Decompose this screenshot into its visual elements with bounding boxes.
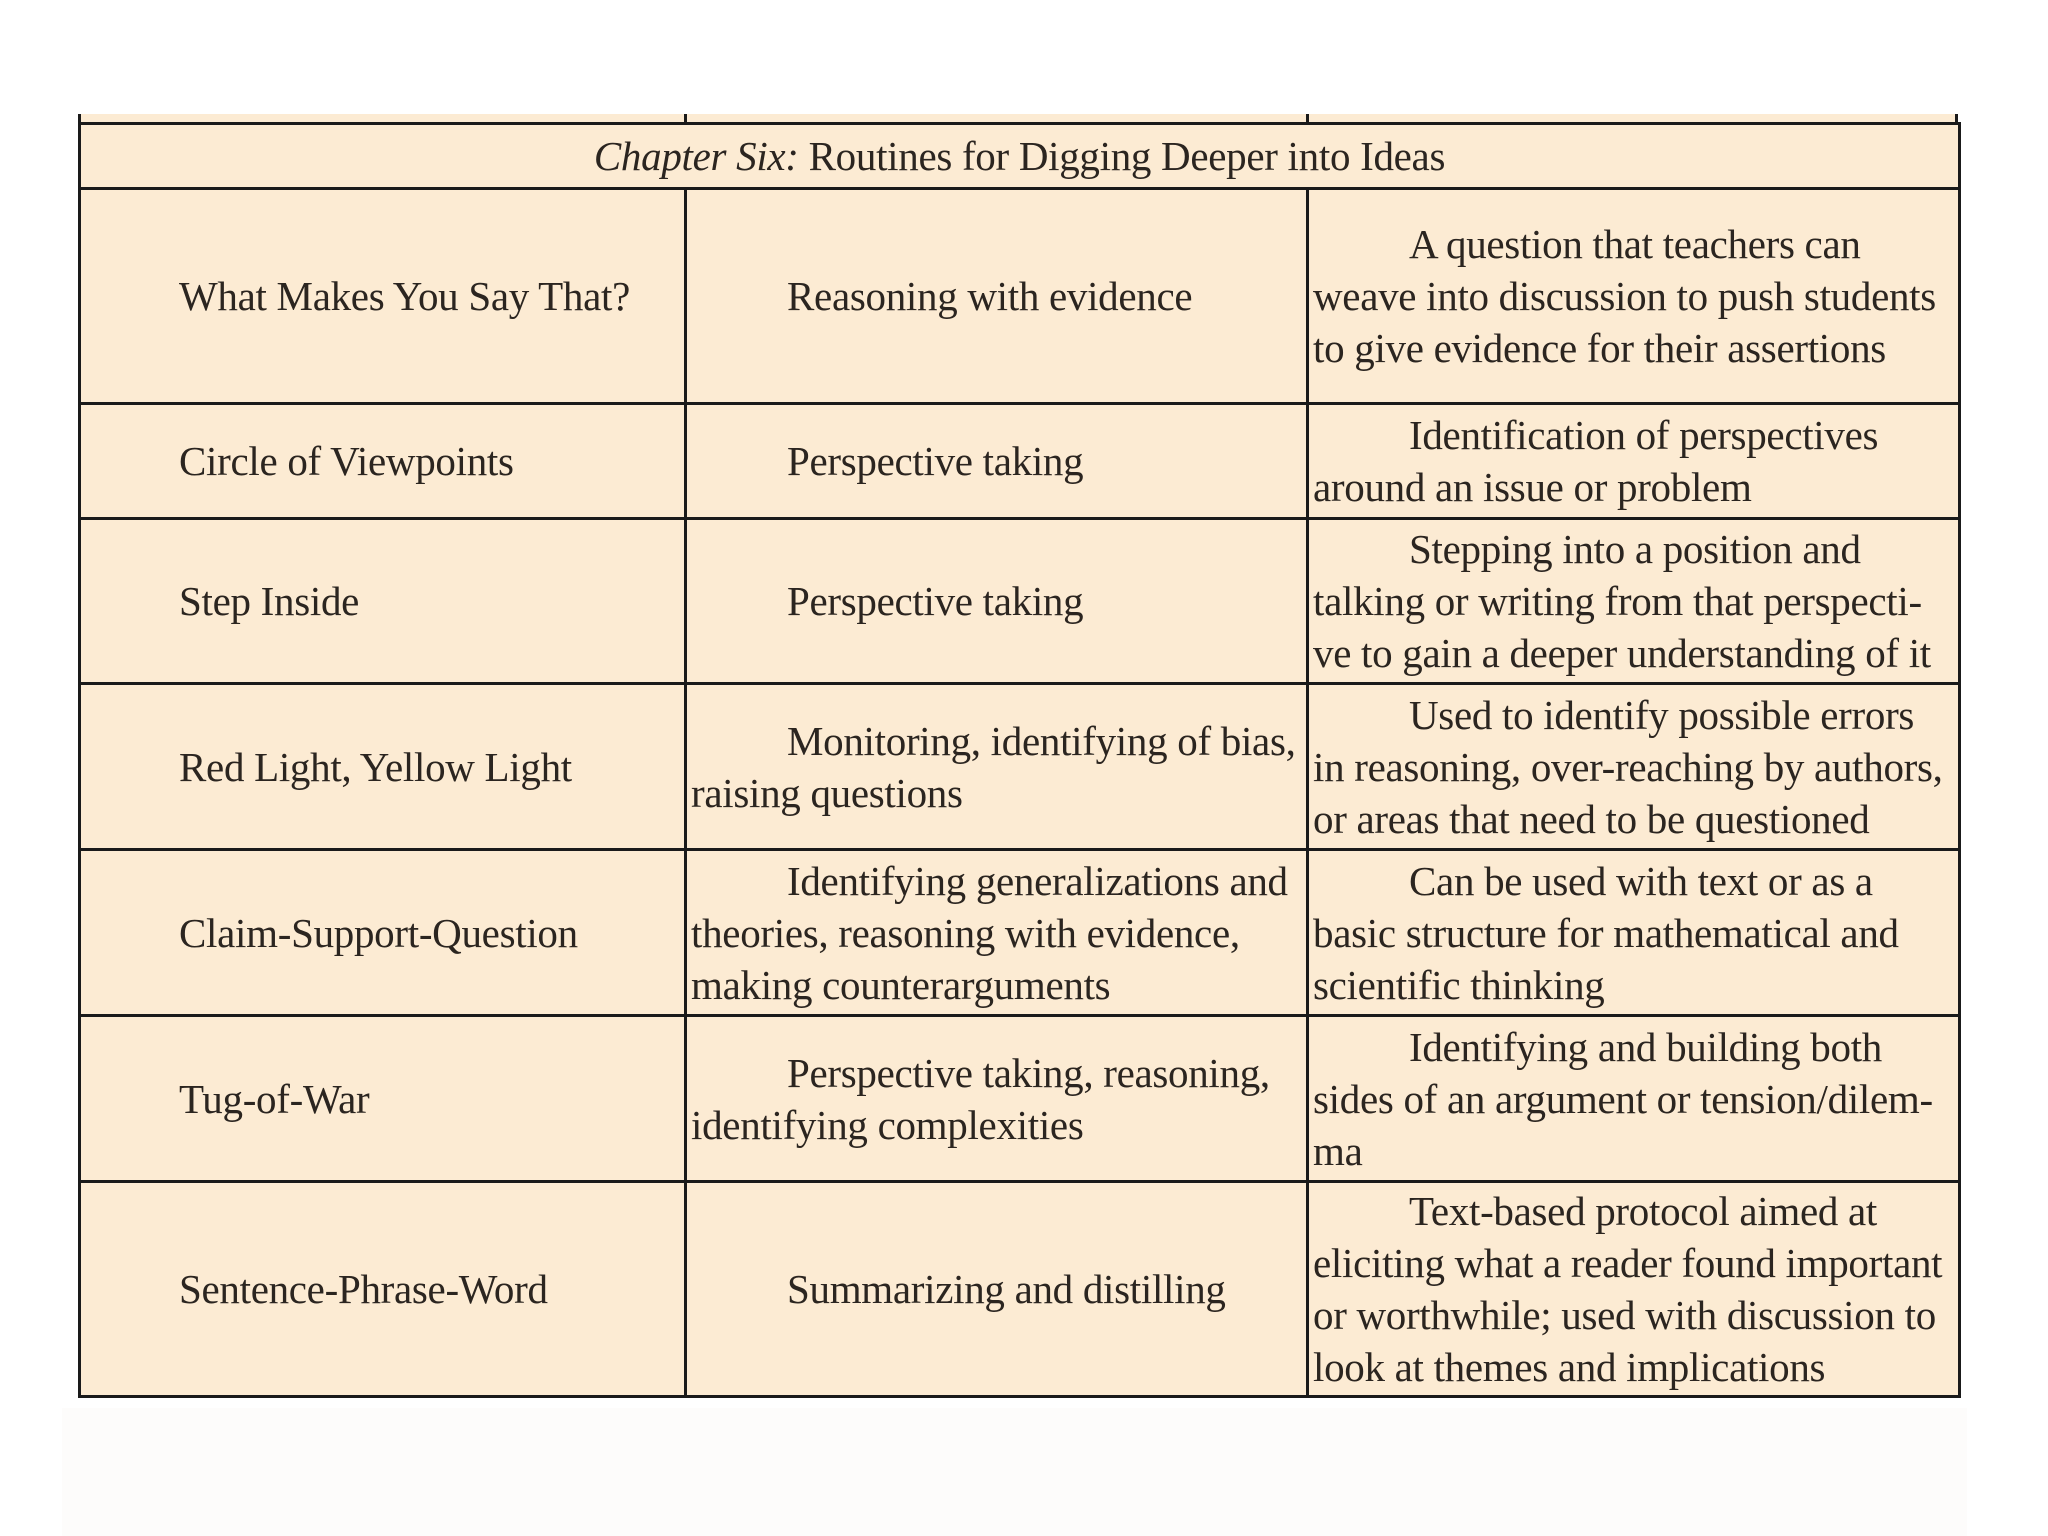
routine-focus: Perspective taking, reasoning, identifying complexities: [686, 1016, 1308, 1182]
routine-name: Tug-of-War: [80, 1016, 686, 1182]
table-row: [80, 189, 1960, 404]
table-row: [80, 684, 1960, 850]
routine-description: Can be used with text or as a basic structure for mathematical and scientific thinking: [1308, 850, 1960, 1016]
table-row: [80, 519, 1960, 684]
routine-name: Step Inside: [80, 519, 686, 684]
chapter-label: Chapter Six:: [593, 133, 799, 179]
table-row: [80, 1182, 1960, 1397]
routine-name: Sentence-Phrase-Word: [80, 1182, 686, 1397]
routine-description: Identifying and building both sides of an argument or tension/dilem-ma: [1308, 1016, 1960, 1182]
routine-focus: Perspective taking: [686, 519, 1308, 684]
chapter-title: Routines for Digging Deeper into Ideas: [808, 133, 1446, 179]
page-bottom-margin: [62, 1408, 1967, 1536]
routine-focus: Monitoring, identifying of bias, raising questions: [686, 684, 1308, 850]
table-row: [80, 1016, 1960, 1182]
chapter-header-cell: [80, 124, 1960, 189]
routine-description: Text-based protocol aimed at eliciting what a reader found important or worthwhile; used with discussion to look at themes and implications: [1308, 1182, 1960, 1397]
table-row: [80, 404, 1960, 519]
routine-description: Used to identify possible errors in reasoning, over-reaching by authors, or areas that need to be questioned: [1308, 684, 1960, 850]
routine-focus: Summarizing and distilling: [686, 1182, 1308, 1397]
routine-focus: Reasoning with evidence: [686, 189, 1308, 404]
chapter-header-row: [80, 124, 1960, 189]
table-row: [80, 850, 1960, 1016]
routines-table-container: [78, 122, 1958, 1398]
routine-focus: Identifying generalizations and theories, reasoning with evidence, making counterarguments: [686, 850, 1308, 1016]
routine-name: What Makes You Say That?: [80, 189, 686, 404]
routine-name: Circle of Viewpoints: [80, 404, 686, 519]
routine-name: Claim-Support-Question: [80, 850, 686, 1016]
routine-name: Red Light, Yellow Light: [80, 684, 686, 850]
routine-description: Identification of perspectives around an issue or problem: [1308, 404, 1960, 519]
routine-focus: Perspective taking: [686, 404, 1308, 519]
routine-description: Stepping into a position and talking or writing from that perspecti-ve to gain a deeper understanding of it: [1308, 519, 1960, 684]
routine-description: A question that teachers can weave into discussion to push students to give evidence for their assertions: [1308, 189, 1960, 404]
routines-table: [78, 122, 1961, 1398]
